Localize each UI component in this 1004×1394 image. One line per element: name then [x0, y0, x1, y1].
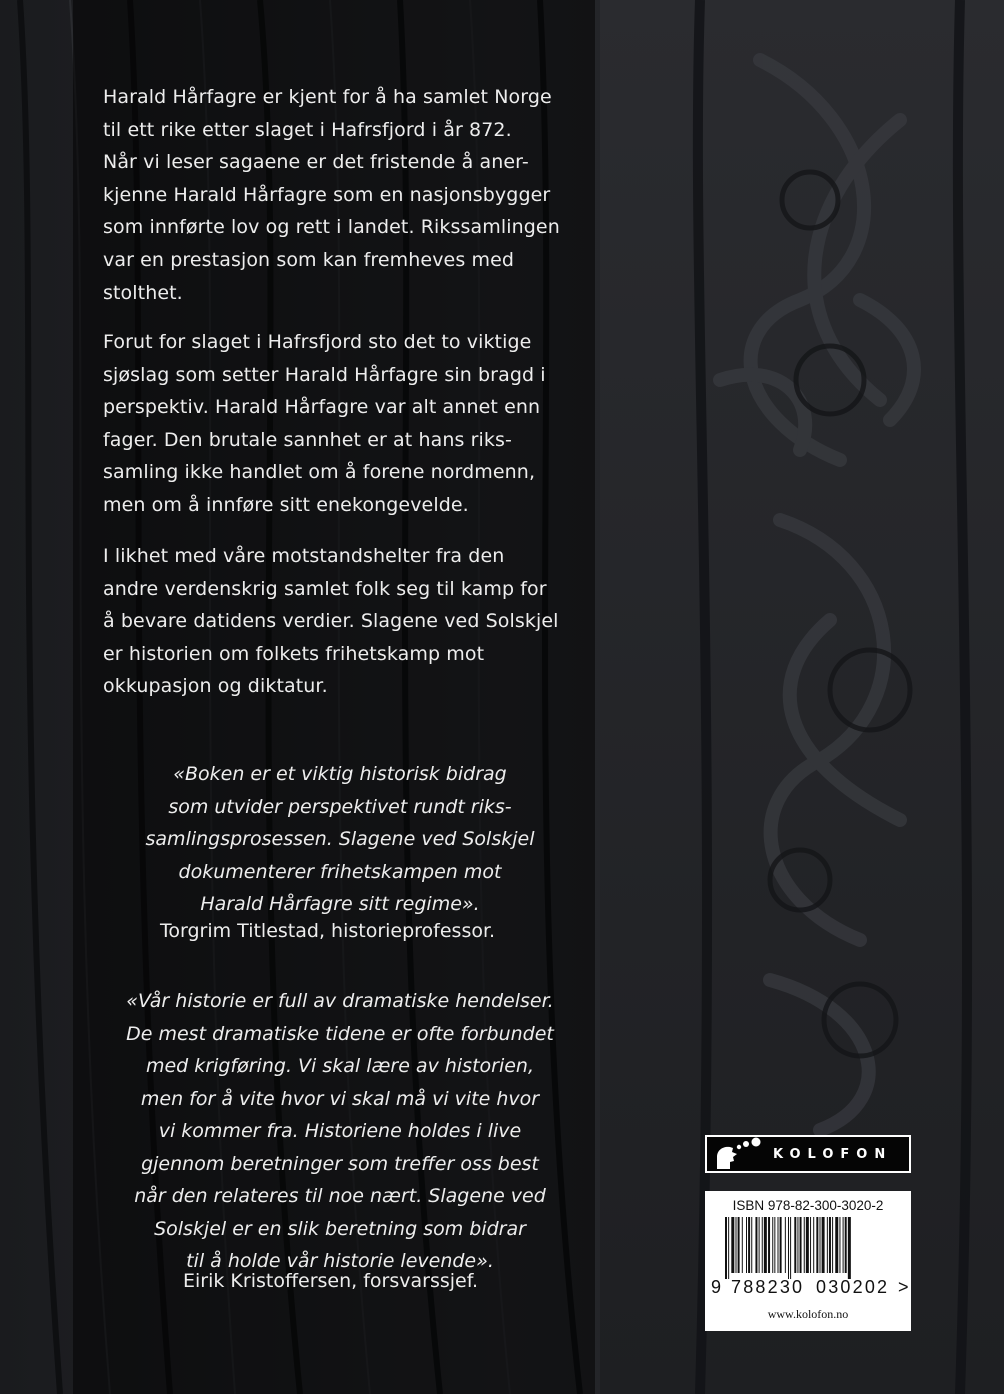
paragraph-3-line: å bevare datidens verdier. Slagene ved Solskjel — [103, 610, 559, 633]
quote-1-line: samlingsprosessen. Slagene ved Solskjel — [145, 828, 535, 850]
quote-2-line: De mest dramatiske tidene er ofte forbundet — [126, 1022, 554, 1045]
quote-2-line: med krigføring. Vi skal lære av historien, — [145, 1055, 535, 1077]
quote-2-line: vi kommer fra. Historiene holdes i live — [158, 1120, 522, 1142]
barcode-digits-right: 030202 — [816, 1277, 890, 1297]
paragraph-2-line: men om å innføre sitt enekongevelde. — [103, 493, 469, 516]
barcode-bar — [839, 1217, 840, 1273]
barcode-bar — [728, 1217, 729, 1279]
paragraph-1-line: Harald Hårfagre er kjent for å ha samlet Norge — [103, 86, 552, 108]
barcode-bar — [848, 1217, 851, 1279]
quote-2-line: men for å vite hvor vi skal må vi vite hvor — [140, 1087, 540, 1110]
barcode-bars — [705, 1217, 911, 1279]
isbn-label: ISBN 978-82-300-3020-2 — [732, 1198, 884, 1213]
quote-1-line: dokumenterer frihetskampen mot — [178, 860, 502, 883]
publisher-name: KOLOFON — [773, 1147, 893, 1162]
barcode-bar — [778, 1217, 779, 1273]
barcode-bar — [810, 1217, 811, 1273]
paragraph-2 — [103, 326, 583, 522]
paragraph-1 — [103, 81, 583, 309]
barcode-bar — [738, 1217, 740, 1273]
paragraph-1-line: var en prestasjon som kan fremheves med — [103, 248, 515, 271]
barcode-bar — [736, 1217, 737, 1273]
barcode-bar — [794, 1217, 796, 1273]
barcode-bar — [772, 1217, 773, 1273]
barcode-bar — [804, 1217, 805, 1273]
quote-1-attribution: Torgrim Titlestad, historieprofessor. — [160, 920, 496, 942]
barcode-bar — [813, 1217, 814, 1273]
paragraph-3-line: okkupasjon og diktatur. — [103, 675, 328, 698]
barcode-bar — [829, 1217, 831, 1273]
paragraph-1-line: Når vi leser sagaene er det fristende å aner- — [103, 151, 529, 174]
paragraph-2-line: sjøslag som setter Harald Hårfagre sin bragd i — [103, 363, 546, 386]
quote-2-line: «Vår historie er full av dramatiske hendelser. — [126, 990, 554, 1012]
paragraph-2-line: samling ikke handlet om å forene nordmenn, — [103, 461, 536, 484]
quote-1 — [120, 758, 560, 921]
paragraph-3-line: I likhet med våre motstandshelter fra den — [103, 545, 505, 567]
paragraph-1-line: stolthet. — [103, 281, 183, 304]
barcode-bar — [755, 1217, 757, 1273]
quote-2-line: gjennom beretninger som treffer oss best — [141, 1152, 539, 1175]
barcode-bar — [731, 1217, 734, 1273]
barcode-bar — [845, 1217, 847, 1273]
quote-2-line: når den relateres til noe nært. Slagene ved — [134, 1185, 546, 1207]
paragraph-1-line: kjenne Harald Hårfagre som en nasjonsbygger — [103, 183, 551, 206]
quote-1-line: «Boken er et viktig historisk bidrag — [173, 763, 507, 785]
paragraph-2-line: Forut for slaget i Hafrsfjord sto det to viktige — [103, 331, 532, 353]
barcode-bar — [774, 1217, 775, 1273]
paragraph-3-line: er historien om folkets frihetskamp mot — [103, 642, 485, 665]
quote-1-line: Harald Hårfagre sitt regime». — [200, 893, 480, 915]
barcode-bar — [768, 1217, 770, 1273]
barcode-bar — [843, 1217, 844, 1273]
barcode-bar — [762, 1217, 763, 1273]
barcode-bar — [785, 1217, 786, 1273]
barcode-bar — [759, 1217, 760, 1273]
barcode-bar — [748, 1217, 750, 1273]
paragraph-2-line: perspektiv. Harald Hårfagre var alt annet enn — [103, 396, 541, 419]
quote-2 — [100, 985, 580, 1278]
publisher-url: www.kolofon.no — [767, 1307, 849, 1321]
quote-2-line: Solskjel er en slik beretning som bidrar — [154, 1217, 526, 1240]
barcode-bar — [742, 1217, 743, 1273]
quote-2-attribution: Eirik Kristoffersen, forsvarssjef. — [183, 1270, 479, 1292]
barcode-bar — [822, 1217, 825, 1273]
paragraph-3 — [103, 540, 583, 703]
barcode-bar — [751, 1217, 752, 1273]
barcode-bar — [725, 1217, 727, 1279]
barcode-bar — [832, 1217, 833, 1273]
barcode-bar — [746, 1217, 747, 1273]
kolofon-head-icon — [709, 1137, 765, 1171]
paragraph-2-line: fager. Den brutale sannhet er at hans riks- — [103, 428, 512, 451]
barcode-arrow: > — [898, 1277, 909, 1297]
quote-1-line: som utvider perspektivet rundt riks- — [168, 795, 512, 818]
barcode-bar — [827, 1217, 828, 1273]
barcode-bar — [835, 1217, 838, 1273]
barcode-digit-first: 9 — [711, 1277, 722, 1297]
publisher-logo — [705, 1135, 911, 1173]
barcode-bar — [806, 1217, 809, 1273]
barcode-bar — [820, 1217, 821, 1273]
barcode-bar — [816, 1217, 818, 1273]
barcode-bar — [797, 1217, 798, 1273]
barcode-bar — [800, 1217, 802, 1273]
barcode-bar — [788, 1217, 789, 1279]
quote-2-line: til å holde vår historie levende». — [186, 1250, 494, 1272]
paragraph-1-line: til ett rike etter slaget i Hafrsfjord i år 872. — [103, 118, 512, 141]
barcode-bar — [790, 1217, 791, 1279]
paragraph-1-line: som innførte lov og rett i landet. Rikssamlingen — [103, 216, 560, 239]
barcode-bar — [764, 1217, 767, 1273]
barcode-digits-left: 788230 — [731, 1277, 805, 1297]
paragraph-3-line: andre verdenskrig samlet folk seg til kamp for — [103, 577, 547, 600]
isbn-barcode — [705, 1191, 911, 1331]
barcode-bar — [780, 1217, 782, 1273]
